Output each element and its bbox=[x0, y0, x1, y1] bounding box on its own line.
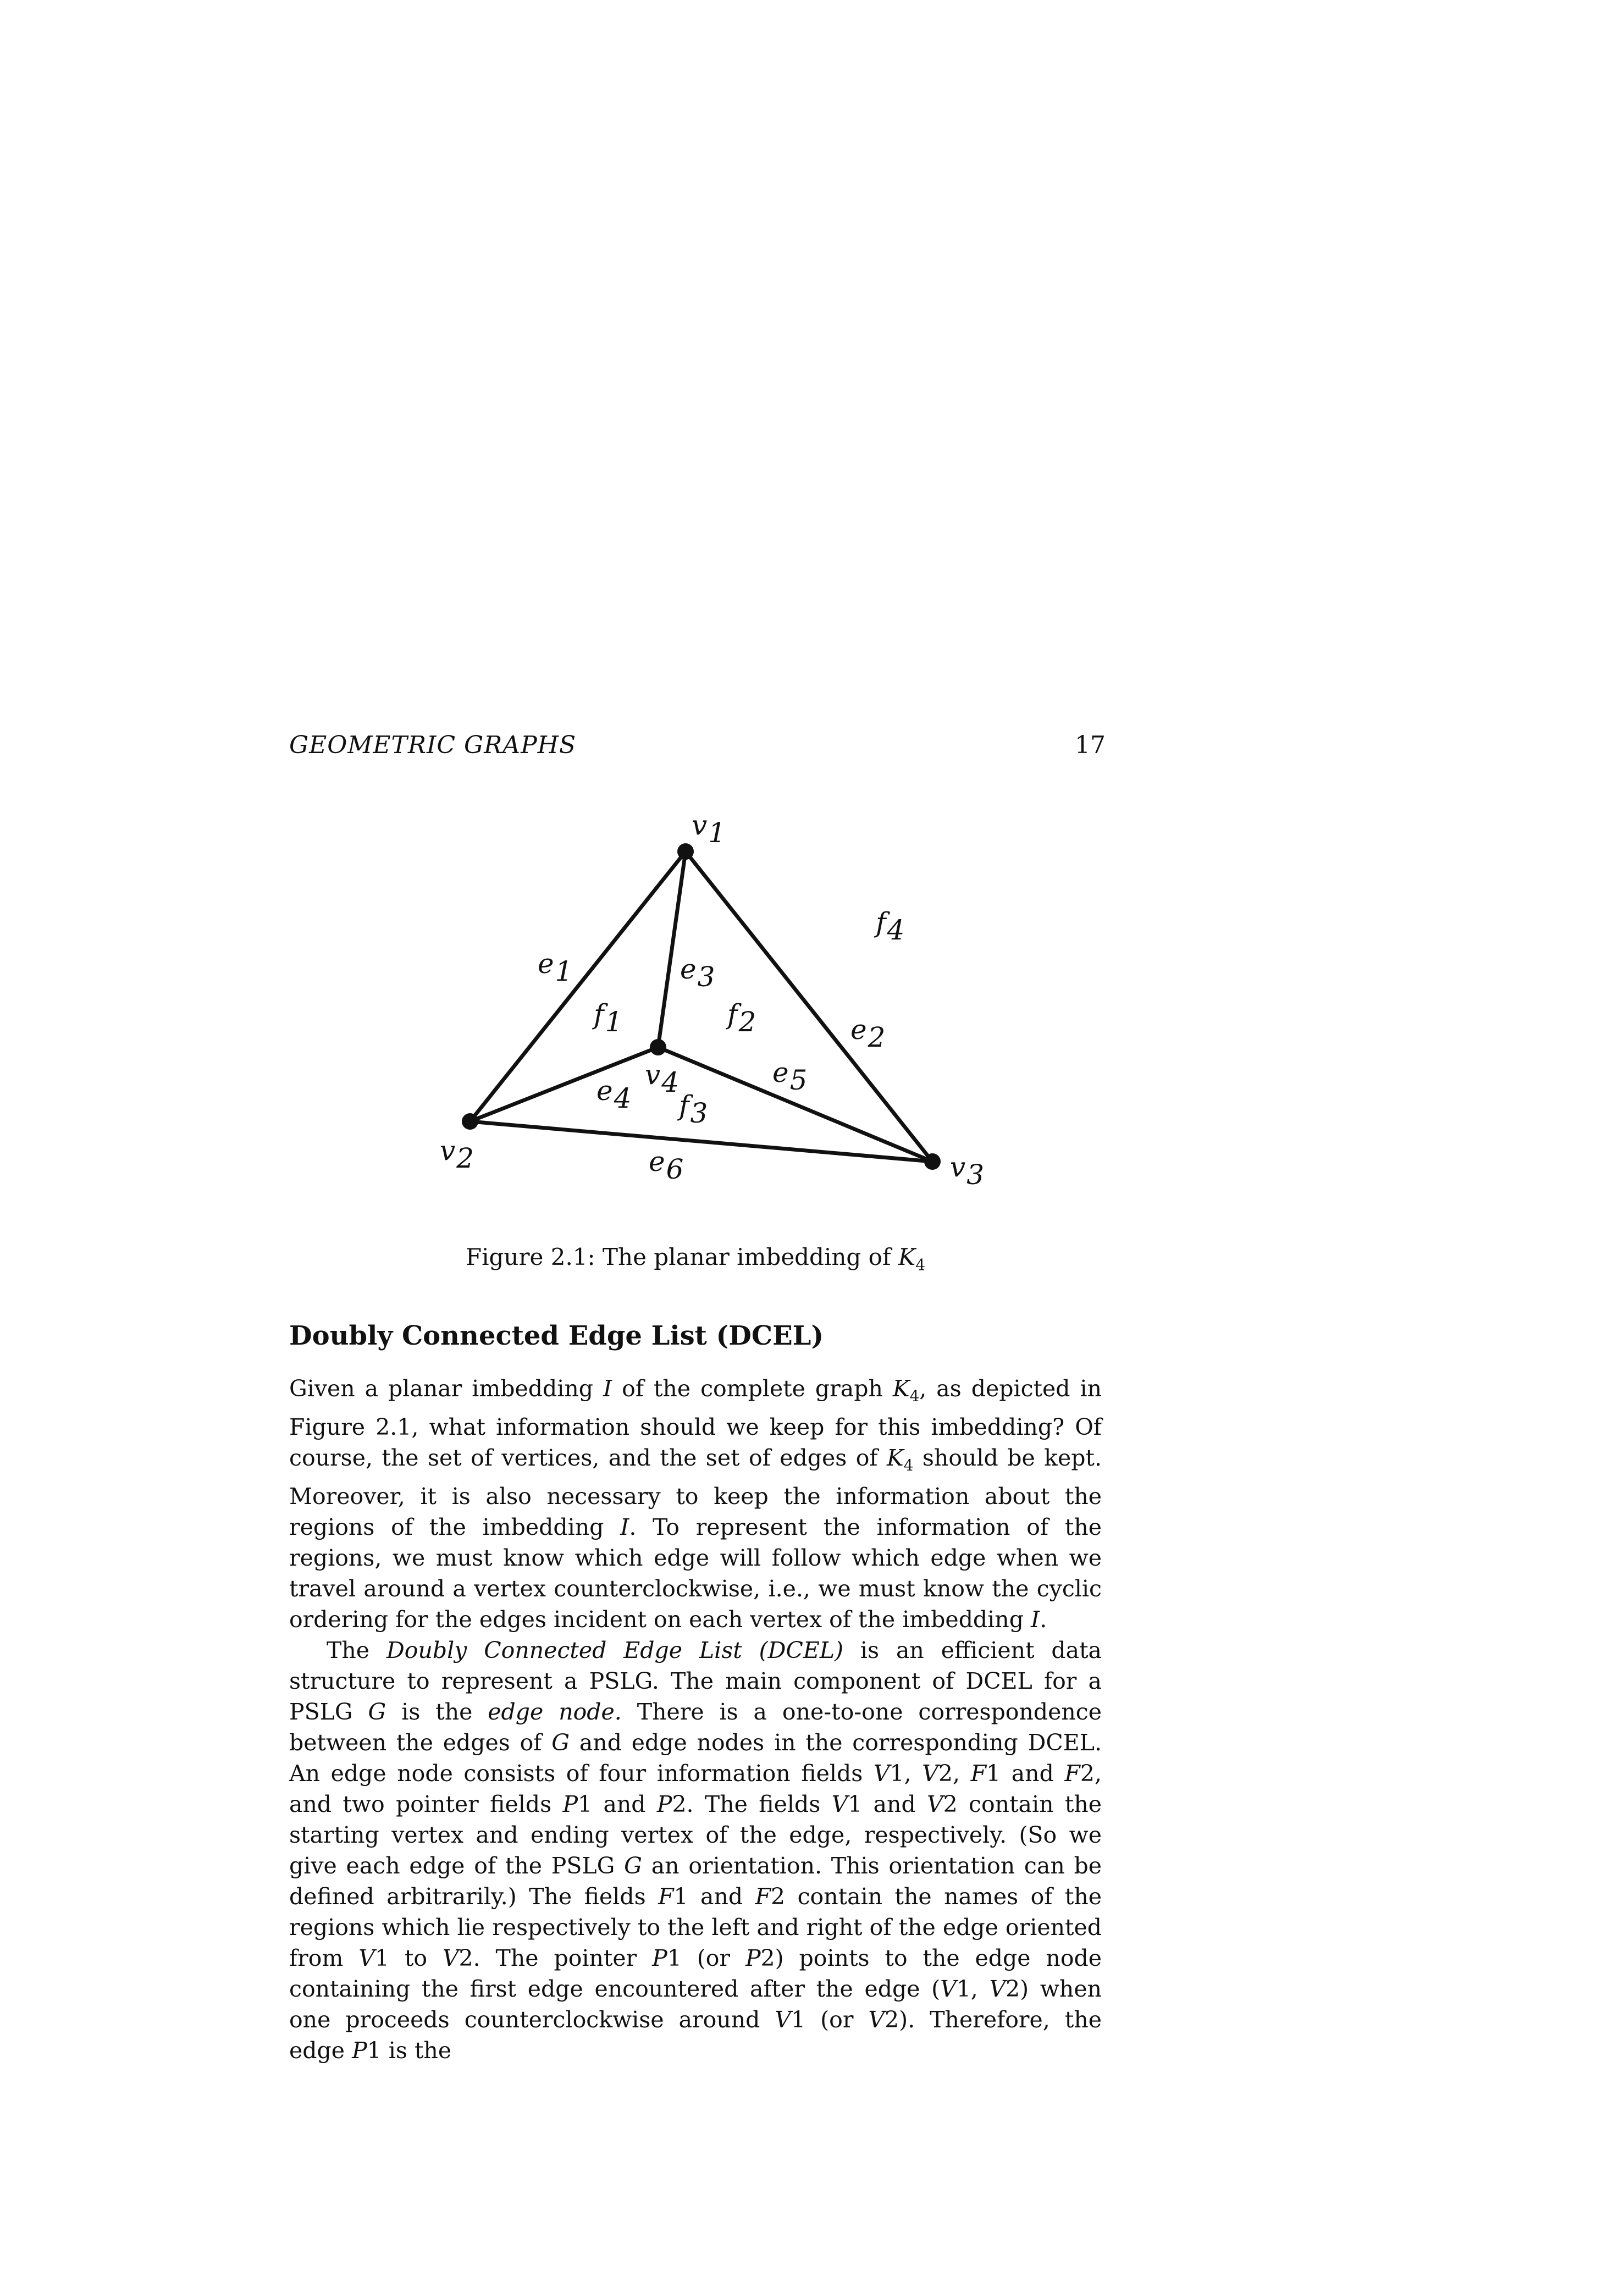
text-run: 2) points to the edge node containing the first edge encountered after the edge ( bbox=[289, 1945, 1102, 2003]
text-run: I bbox=[603, 1375, 612, 1402]
text-run: V bbox=[775, 2006, 792, 2033]
paragraph-2 bbox=[289, 1635, 1102, 2066]
text-run: G bbox=[624, 1853, 642, 1879]
text-run: P bbox=[656, 1791, 672, 1818]
text-run: F bbox=[658, 1883, 674, 1910]
text-run: V bbox=[873, 1760, 890, 1787]
vertex-v1-label: v1 bbox=[692, 809, 726, 849]
page-number: 17 bbox=[1075, 731, 1106, 759]
text-run: 2). Therefore, the edge bbox=[289, 2006, 1102, 2064]
text-run: V bbox=[927, 1791, 943, 1818]
text-run: Doubly Connected Edge List (DCEL) bbox=[386, 1637, 844, 1664]
text-run: 2 contain the names of the regions which lie respectively to the left and right of the edge oriented from bbox=[289, 1883, 1102, 1972]
text-run: G bbox=[368, 1699, 386, 1726]
vertex-v3 bbox=[924, 1153, 941, 1170]
text-run: 1, bbox=[956, 1976, 990, 2003]
text-run: G bbox=[551, 1729, 570, 1756]
text-run: I bbox=[1030, 1606, 1040, 1633]
edge-e1-label: e1 bbox=[538, 948, 573, 987]
text-run: P bbox=[652, 1945, 667, 1972]
text-run: 4 bbox=[903, 1456, 914, 1475]
text-run: 2, bbox=[938, 1760, 971, 1787]
text-run: is the bbox=[386, 1699, 488, 1726]
caption-var: K bbox=[898, 1243, 916, 1270]
text-run: V bbox=[868, 2006, 885, 2033]
text-run: 1 is the bbox=[367, 2037, 452, 2064]
text-run: V bbox=[922, 1760, 938, 1787]
text-run: F bbox=[1064, 1760, 1080, 1787]
text-run: V bbox=[358, 1945, 375, 1972]
caption-text: Figure 2.1: The planar imbedding of bbox=[465, 1243, 898, 1270]
text-run: F bbox=[970, 1760, 987, 1787]
text-run: 2. The pointer bbox=[459, 1945, 653, 1972]
text-run: is an efficient data structure to represent a PSLG. The main component of DCEL for a PSLG bbox=[289, 1637, 1102, 1726]
text-run: P bbox=[352, 2037, 367, 2064]
text-run: 2, and two pointer fields bbox=[289, 1760, 1102, 1818]
edge-e5-label: e5 bbox=[772, 1057, 808, 1096]
text-run: an orientation. This orientation can be defined arbitrarily.) The fields bbox=[289, 1853, 1102, 1910]
caption-sub: 4 bbox=[915, 1256, 926, 1274]
text-run: I bbox=[620, 1514, 629, 1541]
text-run: 1 to bbox=[374, 1945, 443, 1972]
text-run: 1 and bbox=[673, 1883, 755, 1910]
text-run: 2. The fields bbox=[672, 1791, 832, 1818]
face-f4-label: f4 bbox=[876, 906, 905, 946]
text-run: V bbox=[989, 1976, 1006, 2003]
section-heading: Doubly Connected Edge List (DCEL) bbox=[289, 1320, 824, 1351]
vertex-v4-label: v4 bbox=[645, 1059, 680, 1098]
edge-e6-label: e6 bbox=[649, 1146, 684, 1185]
vertex-v1 bbox=[677, 843, 694, 860]
text-run: . bbox=[1040, 1606, 1047, 1633]
text-run: 1, bbox=[890, 1760, 923, 1787]
face-f3-label: f3 bbox=[679, 1090, 708, 1129]
body-text bbox=[289, 1373, 1102, 2066]
text-run: 2 contain the starting vertex and ending vertex of the edge, respectively. (So we give each edge of the PSLG bbox=[289, 1791, 1102, 1879]
text-run: 1 (or bbox=[667, 1945, 745, 1972]
text-run: 2) when one proceeds counterclockwise around bbox=[289, 1976, 1102, 2033]
face-f2-label: f2 bbox=[727, 998, 756, 1038]
edge-e4-label: e4 bbox=[596, 1075, 632, 1114]
text-run: 1 (or bbox=[791, 2006, 869, 2033]
text-run: . To represent the information of the regions, we must know which edge will follow which edge when we travel around a vertex counterclockwise, i.e., we must know the cyclic ordering for the edges incident on each vertex of the imbedding bbox=[289, 1514, 1102, 1633]
text-run: and edge nodes in the corresponding DCEL. An edge node consists of four information fields bbox=[289, 1729, 1102, 1787]
text-run: P bbox=[745, 1945, 761, 1972]
vertex-v3-label: v3 bbox=[950, 1151, 985, 1191]
text-run: The bbox=[327, 1637, 386, 1664]
text-run: 1 and bbox=[986, 1760, 1065, 1787]
text-run: 4 bbox=[909, 1387, 920, 1406]
text-run: , as depicted in Figure 2.1, what information should we keep for this imbedding? Of course, the set of vertices, and the set of edges of bbox=[289, 1375, 1102, 1472]
text-run: should be kept. Moreover, it is also necessary to keep the information about the regions of the imbedding bbox=[289, 1445, 1102, 1541]
edge-e3-label: e3 bbox=[680, 953, 715, 993]
edge-e2 bbox=[686, 852, 932, 1162]
text-run: of the complete graph bbox=[612, 1375, 893, 1402]
text-run: 1 and bbox=[848, 1791, 927, 1818]
paragraph-1 bbox=[289, 1373, 1102, 1635]
vertex-v2 bbox=[462, 1113, 478, 1130]
edge-e2-label: e2 bbox=[850, 1014, 886, 1053]
text-run: 1 and bbox=[578, 1791, 657, 1818]
figure-caption bbox=[289, 1243, 1102, 1274]
text-run: There is a one-to-one correspondence between the edges of bbox=[289, 1699, 1102, 1756]
text-run: V bbox=[831, 1791, 848, 1818]
text-run: F bbox=[755, 1883, 771, 1910]
text-run: V bbox=[940, 1976, 957, 2003]
text-run: P bbox=[562, 1791, 578, 1818]
text-run: K bbox=[892, 1375, 910, 1402]
text-run: Given a planar imbedding bbox=[289, 1375, 603, 1402]
vertex-v2-label: v2 bbox=[440, 1135, 474, 1174]
text-run: V bbox=[442, 1945, 459, 1972]
vertex-v4 bbox=[650, 1039, 666, 1055]
running-title: GEOMETRIC GRAPHS bbox=[289, 731, 577, 759]
text-run: edge node. bbox=[488, 1699, 622, 1726]
text-run: K bbox=[887, 1445, 904, 1472]
face-f1-label: f1 bbox=[594, 998, 623, 1038]
